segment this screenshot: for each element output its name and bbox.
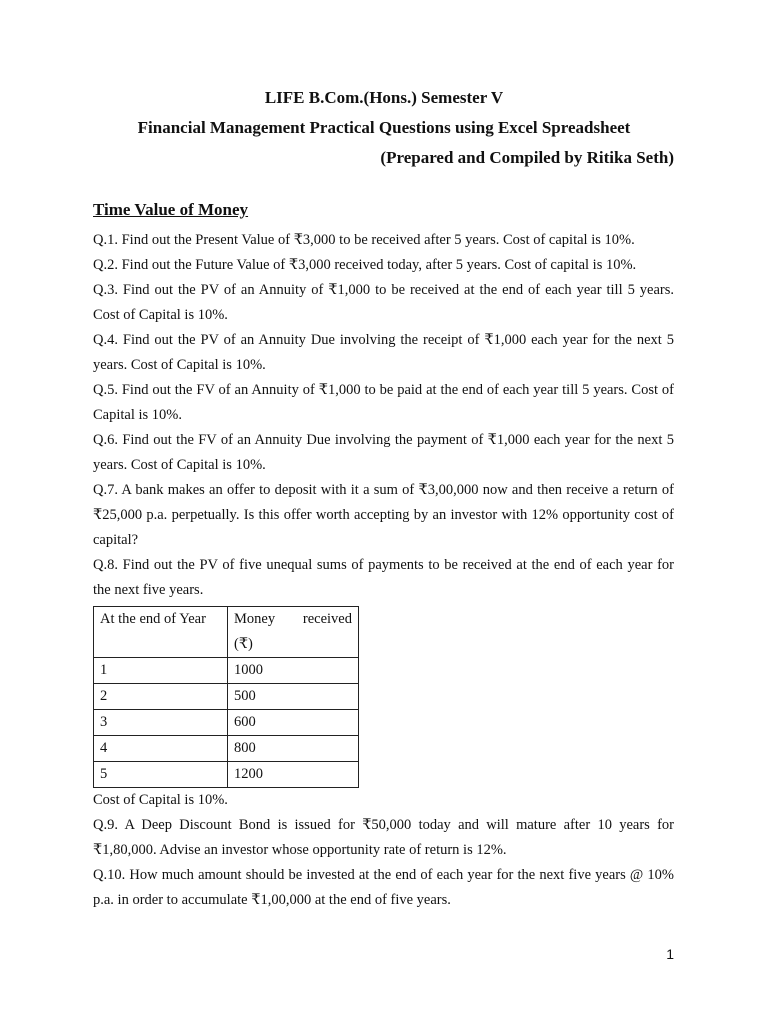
header-subject-title: Financial Management Practical Questions using Excel Spreadsheet xyxy=(137,118,631,137)
table-cell-money: 1000 xyxy=(228,658,359,684)
table-header-money xyxy=(228,607,359,658)
table-cell-money: 600 xyxy=(228,710,359,736)
payments-table xyxy=(93,606,359,788)
table-row xyxy=(94,684,359,710)
table-row xyxy=(94,658,359,684)
table-cell-year: 2 xyxy=(94,684,228,710)
page-number: 1 xyxy=(666,946,674,962)
table-row xyxy=(94,762,359,788)
table-header-money-word1: Money xyxy=(234,611,276,627)
header-author-credit: (Prepared and Compiled by Ritika Seth) xyxy=(380,148,674,167)
table-cell-money: 500 xyxy=(228,684,359,710)
section-title: Time Value of Money xyxy=(93,200,249,219)
table-cell-year: 5 xyxy=(94,762,228,788)
table-header-row xyxy=(94,607,359,658)
question-9: Q.9. A Deep Discount Bond is issued for ₹50,000 today and will mature after 10 years for ₹1,80,000. Advise an investor whose opportunity rate of return is 12%. xyxy=(93,817,674,858)
table-note: Cost of Capital is 10%. xyxy=(93,792,228,808)
table-cell-money: 1200 xyxy=(228,762,359,788)
table-cell-year: 1 xyxy=(94,658,228,684)
table-row xyxy=(94,736,359,762)
question-10: Q.10. How much amount should be invested at the end of each year for the next five years @ 10% p.a. in order to accumulate ₹1,00,000 at the end of five years. xyxy=(93,867,674,908)
table-header-money-unit: (₹) xyxy=(234,636,253,652)
question-7: Q.7. A bank makes an offer to deposit with it a sum of ₹3,00,000 now and then receive a return of ₹25,000 p.a. perpetually. Is this offer worth accepting by an investor with 12% opportunity cost of capital? xyxy=(93,482,674,548)
table-cell-year: 4 xyxy=(94,736,228,762)
question-2: Q.2. Find out the Future Value of ₹3,000 received today, after 5 years. Cost of capital is 10%. xyxy=(93,257,637,273)
table-header-year: At the end of Year xyxy=(94,607,228,658)
table-header-money-word2: received xyxy=(302,611,352,627)
question-6: Q.6. Find out the FV of an Annuity Due involving the payment of ₹1,000 each year for the next 5 years. Cost of Capital is 10%. xyxy=(93,432,674,473)
table-cell-money: 800 xyxy=(228,736,359,762)
table-cell-year: 3 xyxy=(94,710,228,736)
question-3: Q.3. Find out the PV of an Annuity of ₹1,000 to be received at the end of each year till 5 years. Cost of Capital is 10%. xyxy=(93,282,674,323)
questions-body xyxy=(93,228,674,913)
question-1: Q.1. Find out the Present Value of ₹3,000 to be received after 5 years. Cost of capital is 10%. xyxy=(93,232,635,248)
question-4: Q.4. Find out the PV of an Annuity Due involving the receipt of ₹1,000 each year for the next 5 years. Cost of Capital is 10%. xyxy=(93,332,674,373)
question-5: Q.5. Find out the FV of an Annuity of ₹1,000 to be paid at the end of each year till 5 years. Cost of Capital is 10%. xyxy=(93,382,674,423)
header-course-title: LIFE B.Com.(Hons.) Semester V xyxy=(264,88,504,107)
table-row xyxy=(94,710,359,736)
question-8: Q.8. Find out the PV of five unequal sums of payments to be received at the end of each year for the next five years. xyxy=(93,557,674,598)
